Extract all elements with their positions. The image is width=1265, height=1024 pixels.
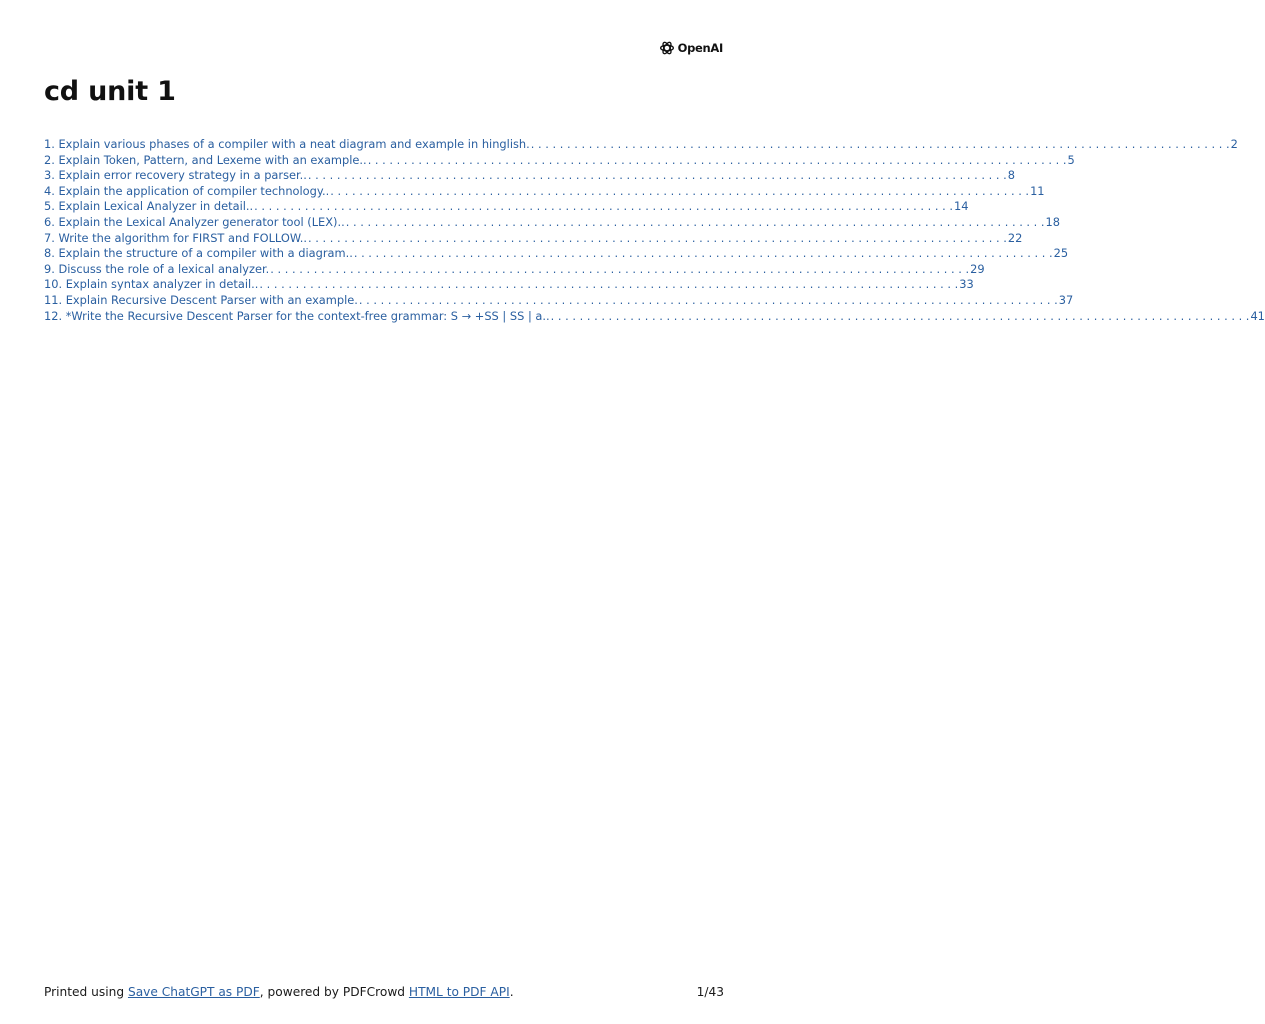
toc-leader-dots: [368, 153, 1067, 169]
openai-logo: [659, 40, 723, 56]
toc-leader-dots: [308, 231, 1007, 247]
toc-entry-text: 2. Explain Token, Pattern, and Lexeme with an example..: [44, 152, 367, 167]
toc-leader-dots: [346, 215, 1045, 231]
toc-leader-dots: [308, 168, 1007, 184]
toc-entry[interactable]: [44, 308, 1265, 325]
toc-entry-page: 8: [1007, 168, 1015, 183]
toc-entry-page: 29: [970, 261, 985, 276]
toc-entry[interactable]: [44, 152, 1075, 169]
toc-leader-dots: [330, 184, 1029, 200]
toc-entry[interactable]: [44, 199, 969, 215]
toc-leader-dots: [551, 309, 1250, 325]
toc-entry[interactable]: [44, 183, 1045, 200]
page-footer: [44, 985, 724, 999]
toc-entry-text: 10. Explain syntax analyzer in detail..: [44, 277, 259, 292]
toc-entry-text: 1. Explain various phases of a compiler with a neat diagram and example in hinglish.: [44, 137, 530, 151]
toc-entry[interactable]: [44, 246, 1069, 262]
toc-entry-text: 12. *Write the Recursive Descent Parser for the context-free grammar: S → +SS | SS | a..: [44, 308, 550, 323]
openai-logo-icon: [659, 40, 675, 56]
toc-leader-dots: [270, 262, 969, 278]
toc-entry-text: 4. Explain the application of compiler technology..: [44, 183, 330, 198]
toc-entry-page: 33: [959, 277, 974, 292]
table-of-contents: [44, 137, 1265, 324]
toc-entry-text: 5. Explain Lexical Analyzer in detail..: [44, 199, 254, 214]
toc-entry[interactable]: [44, 168, 1015, 184]
toc-entry-page: 41: [1250, 308, 1265, 323]
toc-entry-page: 37: [1058, 292, 1074, 307]
footer-credit: [44, 985, 514, 999]
footer-prefix: Printed using: [44, 985, 128, 999]
footer-suffix: .: [509, 985, 514, 999]
toc-entry[interactable]: [44, 292, 1074, 309]
toc-entry-page: 22: [1007, 230, 1023, 245]
toc-entry-text: 9. Discuss the role of a lexical analyzer.: [44, 261, 270, 276]
logo-text: OpenAI: [677, 41, 723, 55]
toc-entry-text: 7. Write the algorithm for FIRST and FOLLOW..: [44, 230, 308, 245]
toc-entry-text: 11. Explain Recursive Descent Parser with an example.: [44, 292, 358, 307]
toc-entry[interactable]: [44, 137, 1238, 153]
toc-leader-dots: [354, 246, 1053, 262]
toc-entry[interactable]: [44, 261, 985, 278]
toc-entry-page: 18: [1045, 214, 1061, 229]
toc-entry-page: 25: [1053, 246, 1069, 261]
page-title: cd unit 1: [44, 76, 176, 107]
toc-leader-dots: [254, 199, 953, 215]
toc-entry-page: 11: [1030, 183, 1045, 198]
toc-entry-text: 6. Explain the Lexical Analyzer generator tool (LEX)..: [44, 214, 345, 229]
toc-entry[interactable]: [44, 230, 1023, 247]
page-counter: 1/43: [696, 985, 724, 999]
footer-middle: , powered by PDFCrowd: [259, 985, 409, 999]
toc-entry[interactable]: [44, 214, 1061, 231]
save-chatgpt-link[interactable]: Save ChatGPT as PDF: [127, 985, 260, 999]
toc-entry[interactable]: [44, 277, 974, 293]
toc-leader-dots: [359, 293, 1058, 309]
toc-entry-page: 2: [1230, 137, 1238, 151]
toc-entry-text: 3. Explain error recovery strategy in a parser..: [44, 168, 307, 183]
toc-leader-dots: [531, 137, 1230, 153]
toc-leader-dots: [259, 277, 958, 293]
html-to-pdf-link[interactable]: HTML to PDF API: [408, 985, 510, 999]
toc-entry-text: 8. Explain the structure of a compiler with a diagram..: [44, 246, 353, 261]
toc-entry-page: 5: [1067, 152, 1075, 167]
toc-entry-page: 14: [953, 199, 969, 214]
